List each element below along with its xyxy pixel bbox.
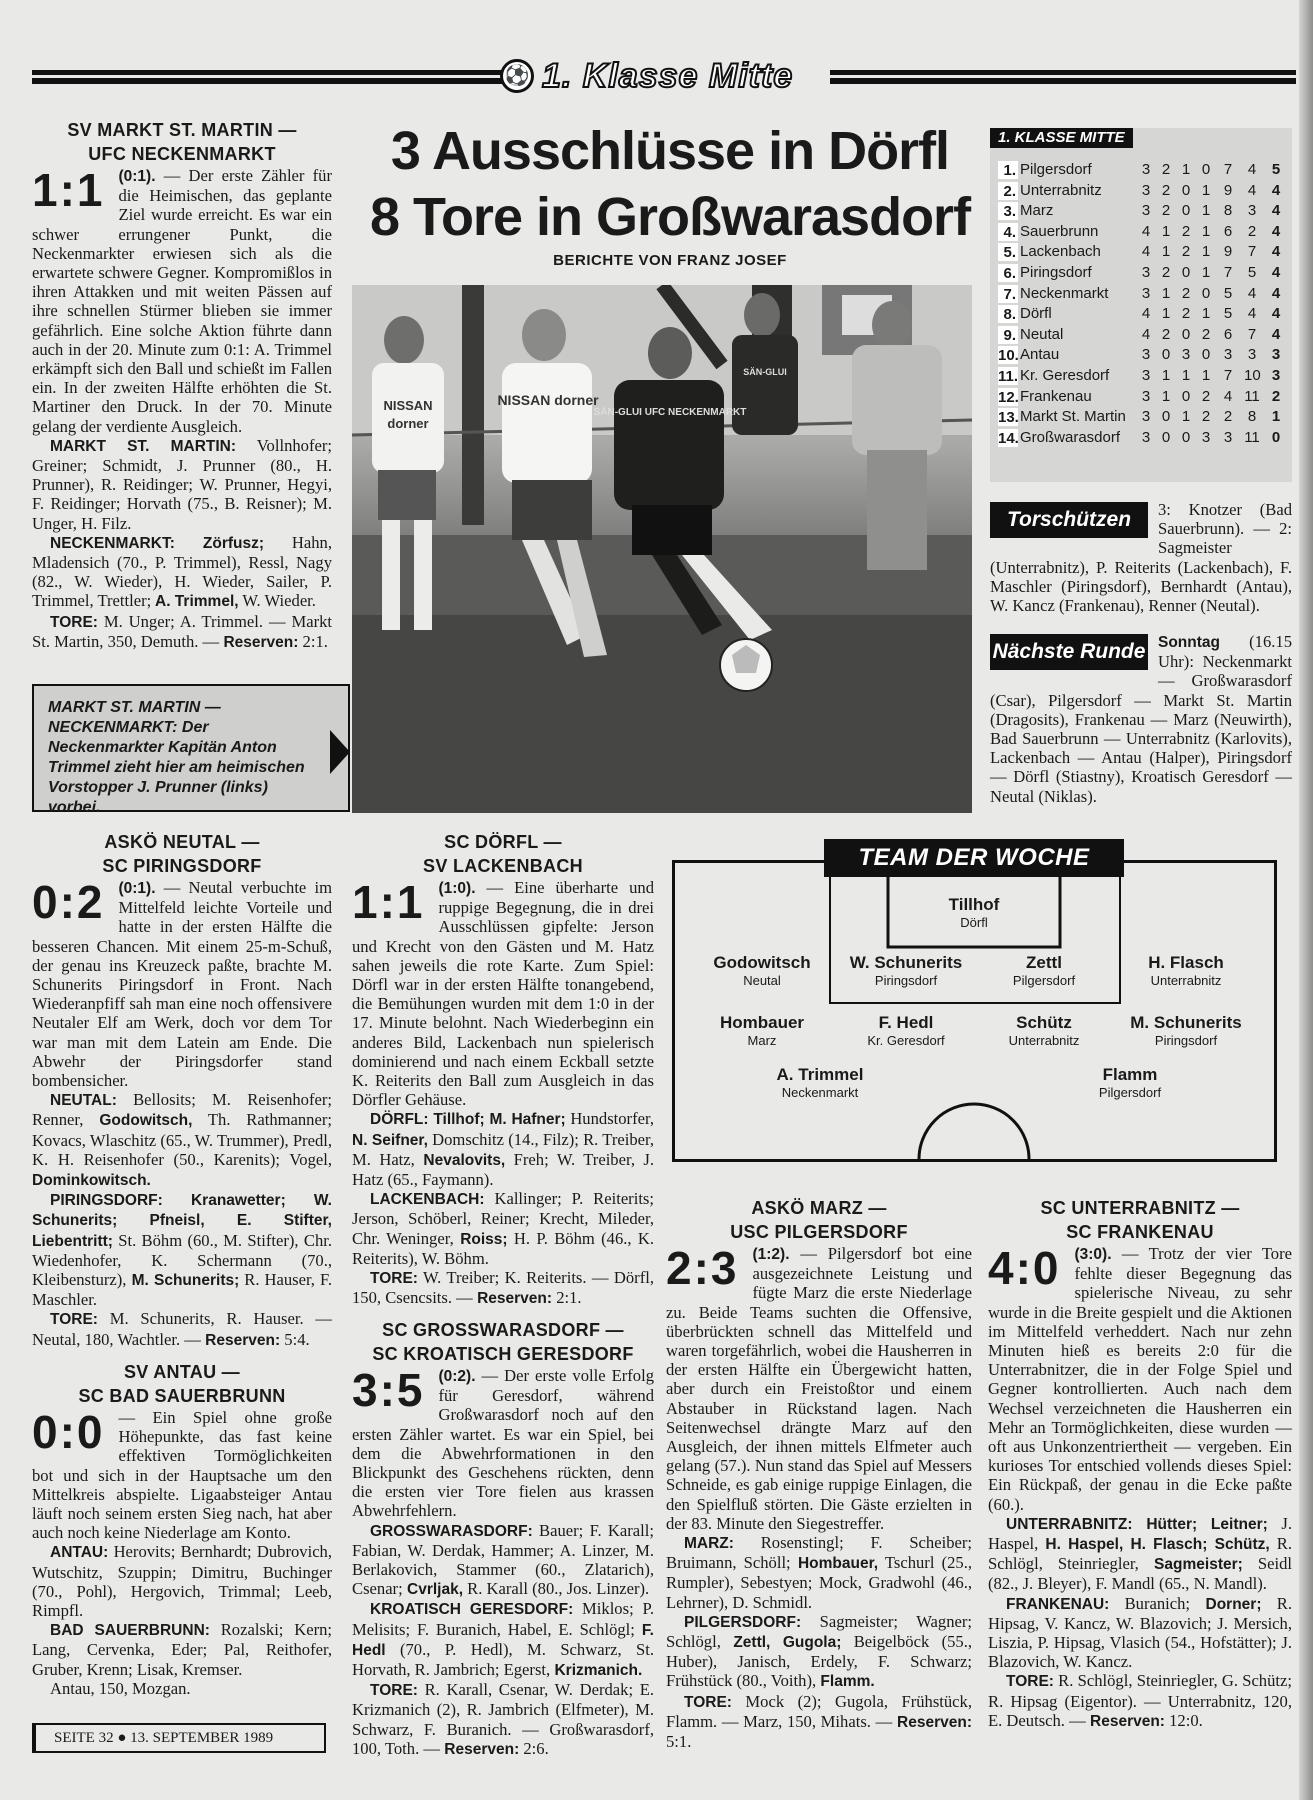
standings-team: Sauerbrunn bbox=[1020, 222, 1099, 240]
match-teams: ASKÖ MARZ — USC PILGERSDORF bbox=[730, 1198, 908, 1242]
scorers-rest: — 2: Sagmeister (Unterrabnitz), P. Reiterits (Lackenbach), F. Maschler (Piringsdorf), Bernhardt (Antau), W. Kancz (Frankenau), Renner (Neutal). bbox=[990, 519, 1292, 616]
standings-l: 1 bbox=[1201, 367, 1211, 384]
standings-rank: 2. bbox=[998, 182, 1018, 200]
shirt-sponsor-3: NISSAN dorner bbox=[497, 392, 599, 408]
standings-ga: 4 bbox=[1247, 305, 1257, 323]
standings-row bbox=[990, 428, 1292, 449]
standings-gf: 5 bbox=[1223, 284, 1233, 302]
tdw-player: A. Trimmel Neckenmarkt bbox=[776, 1065, 864, 1100]
standings-w: 2 bbox=[1161, 161, 1171, 178]
standings-l: 2 bbox=[1201, 325, 1211, 343]
match-photo bbox=[352, 285, 972, 813]
page-edge bbox=[1299, 0, 1313, 1800]
scorers-top: 3: Knotzer (Bad Sauerbrunn). bbox=[1158, 500, 1292, 539]
lineup-home: DÖRFL: Tillhof; M. Hafner; Hundstorfer, N. Seifner, Domschitz (14., Filz); R. Treiber, M. Hatz, Nevalovits, Freh; W. Treiber, J. Hatz (65., Faymann). bbox=[352, 1109, 655, 1190]
tdw-player-goalkeeper: Tillhof Dörfl bbox=[948, 895, 1000, 930]
tdw-title: TEAM DER WOCHE bbox=[824, 839, 1124, 877]
shirt-sponsor-4: SÄN-GLUI UFC NECKENMARKT bbox=[593, 407, 747, 418]
standings-pts: 4 bbox=[1271, 181, 1281, 199]
next-round-day: Sonntag bbox=[1158, 634, 1220, 651]
section-header bbox=[500, 56, 830, 96]
standings-team: Neckenmarkt bbox=[1020, 284, 1109, 302]
shirt-sponsor-1: NISSAN bbox=[383, 398, 433, 413]
standings-gf: 3 bbox=[1223, 346, 1233, 364]
header-rule-right bbox=[830, 70, 1296, 84]
next-round-box bbox=[990, 632, 1292, 806]
standings-d: 0 bbox=[1181, 202, 1191, 220]
standings-rank: 11. bbox=[998, 368, 1019, 385]
standings-row bbox=[990, 160, 1292, 181]
standings-team: Großwarasdorf bbox=[1020, 428, 1121, 446]
standings-gf: 3 bbox=[1223, 428, 1233, 446]
tdw-player: W. Schunerits Piringsdorf bbox=[849, 953, 963, 988]
match-report: (1:2). — Pilgersdorf bot eine ausgezeichnete Leistung und fügte Marz die erste Niederlage zu. Beide Teams suchten die Offensive, überbrückten schnell das Mittelfeld und waren torgefährlich, wobei die Hausherren in der ersten Hälfte ein Übergewicht hatten, aber durch ein Freistoßtor und einem Abstauber in Rückstand lagen. Nach Seitenwechsel drängte Marz auf den Ausgleich, der ihnen mittels Elfmeter auch gelang (57.). Nun stand das Spiel auf Messers Schneide, es gab einige ruppige Einlagen, die den Spielfluß störten. Die Gäste erzielten in der 83. Minute den Siegestreffer. bbox=[666, 1244, 972, 1533]
standings-team: Kr. Geresdorf bbox=[1020, 367, 1110, 384]
goals-line: TORE: R. Schlögl, Steinriegler, G. Schütz; R. Hipsag (Eigentor). — Unterrabnitz, 120, E. Deutsch. — Reserven: 12:0. bbox=[988, 1671, 1292, 1730]
standings-rank: 8. bbox=[998, 305, 1018, 323]
tdw-player: Godowitsch Neutal bbox=[713, 953, 811, 988]
caption-arrow-icon bbox=[330, 730, 350, 774]
standings-d: 2 bbox=[1181, 243, 1191, 261]
standings-w: 0 bbox=[1161, 408, 1171, 426]
standings-pts: 4 bbox=[1271, 202, 1281, 220]
standings-l: 0 bbox=[1201, 161, 1211, 178]
standings-ga: 7 bbox=[1247, 325, 1257, 343]
standings-l: 1 bbox=[1201, 305, 1211, 323]
match-teams: SC DÖRFL — SV LACKENBACH bbox=[423, 832, 583, 876]
article-antau bbox=[32, 1360, 332, 1698]
next-round-text: (16.15 Uhr): Neckenmarkt — Großwarasdorf (Csar), Pilgersdorf — Markt St. Martin (Dragosits), Frankenau — Marz (Neuwirth), Bad Sauerbrunn — Unterrabnitz (Karlovits), Lackenbach — Antau (Halper), Piringsdorf — Dörfl (Stiastny), Kroatisch Geresdorf — Neutal (Niklas). bbox=[990, 632, 1292, 806]
standings-g: 3 bbox=[1141, 264, 1151, 281]
standings-pts: 4 bbox=[1271, 264, 1281, 281]
lineup-home: UNTERRABNITZ: Hütter; Leitner; J. Haspel, H. Haspel, H. Flasch; Schütz, R. Schlögl, Steinriegler, Sagmeister; Seidl (82., J. Bleyer), F. Mandl (65., N. Mandl). bbox=[988, 1513, 1292, 1594]
match-report: (1:0). — Eine überharte und ruppige Begegnung, die in drei Ausschlüssen gipfelte: Jerson und Krecht von den Gästen und M. Hatz sahen jeweils die rote Karte. Zum Spiel: Dörfl war in der ersten Hälfte tonangebend, die Bemühungen wurden mit dem 1:0 in der 17. Minute belohnt. Nach Wiederbeginn ein anderes Bild, Lackenbach nun spielerisch dominierend und nach einem Eckball setzte K. Reiterits den Ball zum Ausgleich in das Dörfler Gehäuse. bbox=[352, 878, 654, 1110]
tdw-player: H. Flasch Unterrabnitz bbox=[1148, 953, 1224, 988]
standings-gf: 8 bbox=[1223, 202, 1233, 220]
standings-l: 1 bbox=[1201, 264, 1211, 281]
standings-gf: 6 bbox=[1223, 325, 1233, 343]
standings-ga: 3 bbox=[1247, 346, 1257, 364]
standings-team: Dörfl bbox=[1020, 305, 1052, 323]
goals-line: TORE: R. Karall, Csenar, W. Derdak; E. Krizmanich (2), R. Jambrich (Elfmeter), M. Schwarz, F. Buranich. — Großwarasdorf, 100, Toth. — Reserven: 2:6. bbox=[352, 1680, 654, 1758]
standings-team: Markt St. Martin bbox=[1020, 408, 1126, 426]
standings-d: 0 bbox=[1181, 181, 1191, 199]
standings-rank: 13. bbox=[998, 409, 1019, 427]
standings-pts: 2 bbox=[1271, 387, 1281, 405]
standings-d: 2 bbox=[1181, 222, 1191, 240]
match-report: — Ein Spiel ohne große Höhepunkte, das fast keine effektiven Tormöglichkeiten bot und sich in der Hauptsache um den Mittelkreis abspielte. Ligaabsteiger Antau läuft noch seinem ersten Sieg nach, hat aber auch noch keine Niederlage am Konto. bbox=[32, 1408, 332, 1543]
standings-pts: 3 bbox=[1271, 346, 1281, 364]
standings-g: 3 bbox=[1141, 181, 1151, 199]
venue-line: Antau, 150, Mozgan. bbox=[50, 1678, 191, 1698]
match-report: (0:1). — Neutal verbuchte im Mittelfeld leichte Vorteile und hatte in der ersten Hälfte die besseren Chancen. Mit einem 25-m-Schuß, der genau ins Kreuzeck paßte, brachte M. Schunerits Piringsdorf in Front. Nach Wiederanpfiff sah man eine noch offensivere Neutaler Elf am Werk, doch vor dem Tor war man mit dem Latein am Ende. Die Abwehr der Piringsdorfer stand bombensicher. bbox=[32, 878, 332, 1091]
standings-g: 3 bbox=[1141, 408, 1151, 426]
standings-pts: 4 bbox=[1271, 305, 1281, 323]
standings-gf: 4 bbox=[1223, 387, 1233, 405]
standings-d: 1 bbox=[1181, 408, 1191, 426]
standings-row bbox=[990, 181, 1292, 202]
standings-ga: 4 bbox=[1247, 161, 1257, 178]
standings-ga: 10 bbox=[1244, 367, 1261, 384]
standings-g: 3 bbox=[1141, 346, 1151, 364]
lineup-home: GROSSWARASDORF: Bauer; F. Karall; Fabian, W. Derdak, Hammer; A. Linzer, M. Berlakovich, Stammer (60., Zlatarich), Csenar; Cvrljak, R. Karall (80., Jos. Linzer). bbox=[352, 1520, 654, 1599]
match-score: 0:0 bbox=[32, 1406, 105, 1458]
standings-pts: 3 bbox=[1271, 367, 1281, 384]
standings-rank: 5. bbox=[998, 243, 1018, 261]
standings-pts: 4 bbox=[1271, 284, 1281, 302]
lineup-home: MARKT ST. MARTIN: Vollnhofer; Greiner; Schmidt, J. Prunner (80., H. Prunner), R. Reidinger; W. Prunner, Hegyi, F. Reidinger; Horvath (75., B. Reisner); M. Unger, H. Filz. bbox=[32, 435, 332, 533]
standings-ga: 11 bbox=[1244, 387, 1260, 405]
issue-date: 13. SEPTEMBER 1989 bbox=[130, 1730, 274, 1746]
standings-l: 3 bbox=[1201, 428, 1211, 446]
standings-g: 4 bbox=[1141, 243, 1151, 261]
standings-gf: 7 bbox=[1223, 367, 1233, 384]
standings-g: 3 bbox=[1141, 202, 1151, 220]
standings-team: Piringsdorf bbox=[1020, 264, 1092, 281]
standings-d: 0 bbox=[1181, 264, 1191, 281]
standings-g: 3 bbox=[1141, 161, 1151, 178]
football-icon: ⚽ bbox=[500, 59, 534, 93]
standings-ga: 3 bbox=[1247, 202, 1257, 220]
standings-rank: 6. bbox=[998, 264, 1018, 282]
match-teams: SC GROSSWARASDORF — SC KROATISCH GERESDORF bbox=[372, 1320, 634, 1364]
standings-row bbox=[990, 345, 1292, 366]
goals-line: TORE: W. Treiber; K. Reiterits. — Dörfl, 150, Csencsits. — Reserven: 2:1. bbox=[352, 1268, 654, 1308]
standings-row bbox=[990, 325, 1292, 346]
match-report: (0:1). — Der erste Zähler für die Heimischen, das geplante Ziel wurde erreicht. Es war ein schwer errungener Punkt, die Neckenmarkter erwiesen sich als die erwartete schwere Gegner. Kompromißlos in ihren Attakken und mit weiten Pässen auf ihre schnellen Stürmer blieben sie immer gefährlich. Eine solche Aktion führte dann auch in der 20. Minute zum 0:1: A. Trimmel erkämpft sich den Ball und schießt im Fallen ein. In der zweiten Hälfte erhöhten die St. Martiner den Druck. In der 70. Minute gelang der verdiente Ausgleich. bbox=[32, 166, 332, 436]
standings-w: 0 bbox=[1161, 346, 1171, 364]
standings-pts: 0 bbox=[1271, 428, 1281, 446]
standings-rank: 14. bbox=[998, 429, 1019, 447]
goals-line: TORE: Mock (2); Gugola, Frühstück, Flamm. — Marz, 150, Mihats. — Reserven: 5:1. bbox=[666, 1691, 972, 1752]
standings-row bbox=[990, 407, 1292, 428]
lineup-away: FRANKENAU: Buranich; Dorner; R. Hipsag, V. Kancz, W. Blazovich; J. Mersich, Liszia, P. Hipsag, Vlasich (54., Hofstätter); J. Blazovich, W. Kancz. bbox=[988, 1593, 1292, 1672]
goals-line: TORE: M. Unger; A. Trimmel. — Markt St. Martin, 350, Demuth. — Reserven: 2:1. bbox=[32, 611, 332, 651]
standings-g: 3 bbox=[1141, 387, 1151, 405]
standings-team: Antau bbox=[1020, 346, 1060, 364]
article-grosswarasdorf bbox=[352, 1318, 654, 1759]
standings-d: 1 bbox=[1181, 367, 1191, 384]
standings-team: Frankenau bbox=[1020, 387, 1092, 405]
standings-w: 2 bbox=[1161, 264, 1171, 281]
scorers-box bbox=[990, 500, 1292, 615]
standings-pts: 4 bbox=[1271, 243, 1281, 261]
page-footer bbox=[32, 1723, 326, 1753]
standings-l: 1 bbox=[1201, 181, 1211, 199]
standings-w: 2 bbox=[1161, 202, 1171, 220]
tdw-player: Zettl Pilgersdorf bbox=[1012, 953, 1076, 988]
standings-w: 1 bbox=[1161, 284, 1171, 302]
standings-l: 2 bbox=[1201, 408, 1211, 426]
standings-d: 0 bbox=[1181, 325, 1191, 343]
standings-pts: 1 bbox=[1271, 408, 1281, 426]
standings-rank: 3. bbox=[998, 202, 1018, 220]
standings-g: 4 bbox=[1141, 222, 1151, 240]
tdw-player: M. Schunerits Piringsdorf bbox=[1130, 1013, 1242, 1048]
standings-team: Lackenbach bbox=[1020, 243, 1101, 261]
article-marz bbox=[666, 1196, 972, 1751]
lineup-home: ANTAU: Herovits; Bernhardt; Dubrovich, Wutschitz, Szuppin; Dimitru, Buchinger (70., Pohl), Hergovich, Trimmal; Leeb, Rimpfl. bbox=[32, 1542, 332, 1621]
next-round-label: Nächste Runde bbox=[990, 634, 1148, 670]
page-number: SEITE 32 bbox=[54, 1730, 114, 1746]
standings-gf: 5 bbox=[1223, 305, 1233, 323]
standings-l: 0 bbox=[1201, 346, 1211, 364]
standings-row bbox=[990, 304, 1292, 325]
standings-pts: 4 bbox=[1271, 222, 1281, 240]
standings-w: 2 bbox=[1161, 181, 1171, 199]
article-unterrabnitz bbox=[988, 1196, 1292, 1731]
standings-l: 1 bbox=[1201, 243, 1211, 261]
standings-row bbox=[990, 222, 1292, 243]
standings-w: 0 bbox=[1161, 428, 1171, 446]
standings-ga: 7 bbox=[1247, 243, 1257, 261]
standings-row bbox=[990, 201, 1292, 222]
byline: BERICHTE VON FRANZ JOSEF bbox=[553, 252, 787, 269]
standings-d: 1 bbox=[1181, 161, 1191, 178]
standings-g: 4 bbox=[1141, 325, 1151, 343]
standings-rank: 4. bbox=[998, 223, 1018, 241]
match-report: (0:2). — Der erste volle Erfolg für Geresdorf, während Großwarasdorf noch auf den ersten Zähler wartet. Es war ein Spiel, bei dem die Abwehrformationen in den Blickpunkt des Geschehens rückten, denn die ersten vier Tore fielen aus krassen Abwehrfehlern. bbox=[352, 1366, 654, 1521]
standings-rank: 1. bbox=[998, 161, 1018, 179]
tdw-player: Hombauer Marz bbox=[719, 1013, 805, 1048]
standings-l: 1 bbox=[1201, 202, 1211, 220]
standings-gf: 6 bbox=[1223, 222, 1233, 240]
standings-rank: 12. bbox=[998, 388, 1019, 406]
bullet-icon: ● bbox=[117, 1730, 127, 1746]
standings-ga: 2 bbox=[1247, 222, 1257, 240]
standings-w: 1 bbox=[1161, 305, 1171, 323]
standings-l: 2 bbox=[1201, 387, 1211, 405]
standings-ga: 5 bbox=[1247, 264, 1257, 281]
lineup-away: BAD SAUERBRUNN: Rozalski; Kern; Lang, Cervenka, Eder; Pal, Reithofer, Gruber, Krenn; Lisak, Kremser. bbox=[32, 1620, 332, 1679]
standings-row bbox=[990, 263, 1292, 284]
standings-gf: 7 bbox=[1223, 264, 1233, 281]
standings-w: 1 bbox=[1161, 243, 1171, 261]
article-doerfl bbox=[352, 830, 654, 1308]
match-teams: SC UNTERRABNITZ — SC FRANKENAU bbox=[1040, 1198, 1240, 1242]
match-score: 1:1 bbox=[352, 876, 425, 928]
lineup-away: PILGERSDORF: Sagmeister; Wagner; Schlögl, Zettl, Gugola; Beigelböck (55., Huber), Janisch, Erdely, F. Schwarz; Frühstück (80., Voith), Flamm. bbox=[666, 1611, 972, 1691]
article-neutal bbox=[32, 830, 332, 1350]
standings-gf: 7 bbox=[1223, 161, 1233, 178]
standings-row bbox=[990, 387, 1292, 408]
standings-row bbox=[990, 284, 1292, 305]
standings-w: 2 bbox=[1161, 325, 1171, 343]
section-title: 1. Klasse Mitte bbox=[542, 56, 794, 95]
lineup-away: LACKENBACH: Kallinger; P. Reiterits; Jerson, Schöberl, Reiner; Krecht, Mileder, Chr. Weninger, Roiss; H. P. Böhm (46., K. Reiterits), W. Böhm. bbox=[352, 1189, 655, 1268]
standings-d: 2 bbox=[1181, 284, 1191, 302]
scorers-label: Torschützen bbox=[990, 502, 1148, 538]
standings-w: 1 bbox=[1161, 222, 1171, 240]
tdw-player: Flamm Pilgersdorf bbox=[1098, 1065, 1162, 1100]
match-score: 1:1 bbox=[32, 164, 105, 216]
standings-table bbox=[990, 128, 1292, 482]
standings-d: 0 bbox=[1181, 428, 1191, 446]
standings-g: 3 bbox=[1141, 367, 1151, 384]
standings-gf: 9 bbox=[1223, 243, 1233, 261]
article-markt-st-martin bbox=[32, 118, 332, 652]
match-score: 2:3 bbox=[666, 1242, 739, 1294]
tdw-player: F. Hedl Kr. Geresdorf bbox=[867, 1013, 945, 1048]
standings-rank: 10. bbox=[998, 347, 1019, 365]
standings-team: Neutal bbox=[1020, 325, 1064, 343]
lineup-away: KROATISCH GERESDORF: Miklos; P. Melisits; F. Buranich, Habel, E. Schlögl; F. Hedl (70., P. Hedl), M. Schwarz, St. Horvath, R. Jambrich; Egerst, Krizmanich. bbox=[352, 1599, 654, 1680]
standings-row bbox=[990, 366, 1292, 387]
standings-gf: 9 bbox=[1223, 181, 1233, 199]
match-report: (3:0). — Trotz der vier Tore fehlte dieser Begegnung das spielerische Niveau, zu sehr wurde in die Breite gespielt und die Aktionen im Mittelfeld verheddert. Nach nur zehn Minuten hieß es bereits 2:0 für die Unterrabnitzer, die in der Folge Spiel und Gegner kontrollierten. Auch nach dem Wechsel verzeichneten die Hausherren ein Mehr an Tormöglichkeiten, diese wurden — oft aus Unkonzentriertheit — vergeben. Ein kurioses Tor entschied vollends dieses Spiel: Ein Rückpaß, der genau in die Ecke paßte (60.). bbox=[988, 1244, 1292, 1514]
match-score: 4:0 bbox=[988, 1242, 1061, 1294]
match-score: 3:5 bbox=[352, 1364, 425, 1416]
standings-w: 1 bbox=[1161, 387, 1171, 405]
shirt-sponsor-5: SÄN-GLUI bbox=[743, 367, 787, 377]
standings-team: Pilgersdorf bbox=[1020, 161, 1092, 178]
standings-row bbox=[990, 242, 1292, 263]
photo-caption: MARKT ST. MARTIN — NECKENMARKT: Der Neckenmarkter Kapitän Anton Trimmel zieht hier am heimischen Vorstopper J. Prunner (links) vorbei. bbox=[32, 684, 350, 812]
goals-line: TORE: M. Schunerits, R. Hauser. — Neutal, 180, Wachtler. — Reserven: 5:4. bbox=[32, 1309, 332, 1349]
standings-l: 1 bbox=[1201, 222, 1211, 240]
standings-rank: 7. bbox=[998, 285, 1018, 303]
standings-g: 3 bbox=[1141, 284, 1151, 302]
standings-d: 3 bbox=[1181, 346, 1191, 364]
standings-w: 1 bbox=[1161, 367, 1171, 384]
standings-pts: 5 bbox=[1271, 161, 1281, 178]
standings-rank: 9. bbox=[998, 326, 1018, 344]
standings-ga: 11 bbox=[1244, 428, 1260, 446]
lineup-home: MARZ: Rosenstingl; F. Scheiber; Bruimann, Schöll; Hombauer, Tschurl (25., Rumpler), Sebestyen; Mock, Gradwohl (46., Lehrner), D. Schmidl. bbox=[666, 1533, 972, 1612]
standings-ga: 8 bbox=[1247, 408, 1257, 426]
match-teams: ASKÖ NEUTAL — SC PIRINGSDORF bbox=[102, 832, 262, 876]
standings-d: 2 bbox=[1181, 305, 1191, 323]
standings-ga: 4 bbox=[1247, 181, 1257, 199]
match-score: 0:2 bbox=[32, 876, 105, 928]
match-teams: SV MARKT ST. MARTIN — UFC NECKENMARKT bbox=[67, 120, 297, 164]
standings-ga: 4 bbox=[1247, 284, 1257, 302]
standings-title: 1. KLASSE MITTE bbox=[990, 128, 1133, 148]
standings-team: Unterrabnitz bbox=[1020, 181, 1102, 199]
standings-l: 0 bbox=[1201, 284, 1211, 302]
shirt-sponsor-2: dorner bbox=[387, 416, 429, 431]
tdw-player: Schütz Unterrabnitz bbox=[1008, 1013, 1080, 1048]
main-headline: 3 Ausschlüsse in Dörfl 8 Tore in Großwarasdorf bbox=[369, 121, 971, 247]
lineup-home: NEUTAL: Bellosits; M. Reisenhofer; Renner, Godowitsch, Th. Rathmanner; Kovacs, Wlaschitz (65., W. Trummer), Predl, K. H. Reisenhofer (50., Karenits); Vogel, Dominkowitsch. bbox=[32, 1090, 332, 1190]
standings-gf: 2 bbox=[1223, 408, 1233, 426]
standings-team: Marz bbox=[1020, 202, 1054, 220]
team-of-the-week bbox=[672, 860, 1277, 1162]
match-teams: SV ANTAU — SC BAD SAUERBRUNN bbox=[78, 1362, 286, 1406]
standings-pts: 4 bbox=[1271, 325, 1281, 343]
header-rule-left bbox=[32, 70, 502, 84]
lineup-away: NECKENMARKT: Zörfusz; Hahn, Mladensich (70., P. Trimmel), Ressl, Nagy (82., W. Wieder), H. Wieder, Sailer, P. Trimmel, Trettler; A. Trimmel, W. Wieder. bbox=[32, 532, 332, 611]
standings-g: 4 bbox=[1141, 305, 1151, 323]
standings-g: 3 bbox=[1141, 428, 1151, 446]
lineup-away: PIRINGSDORF: Kranawetter; W. Schunerits; Pfneisl, E. Stifter, Liebentritt; St. Böhm (60., M. Stifter), Chr. Wiedenhofer, K. Schermann (70., Kleibensturz), M. Schunerits; R. Hauser, F. Maschler. bbox=[32, 1192, 332, 1310]
standings-d: 0 bbox=[1181, 387, 1191, 405]
